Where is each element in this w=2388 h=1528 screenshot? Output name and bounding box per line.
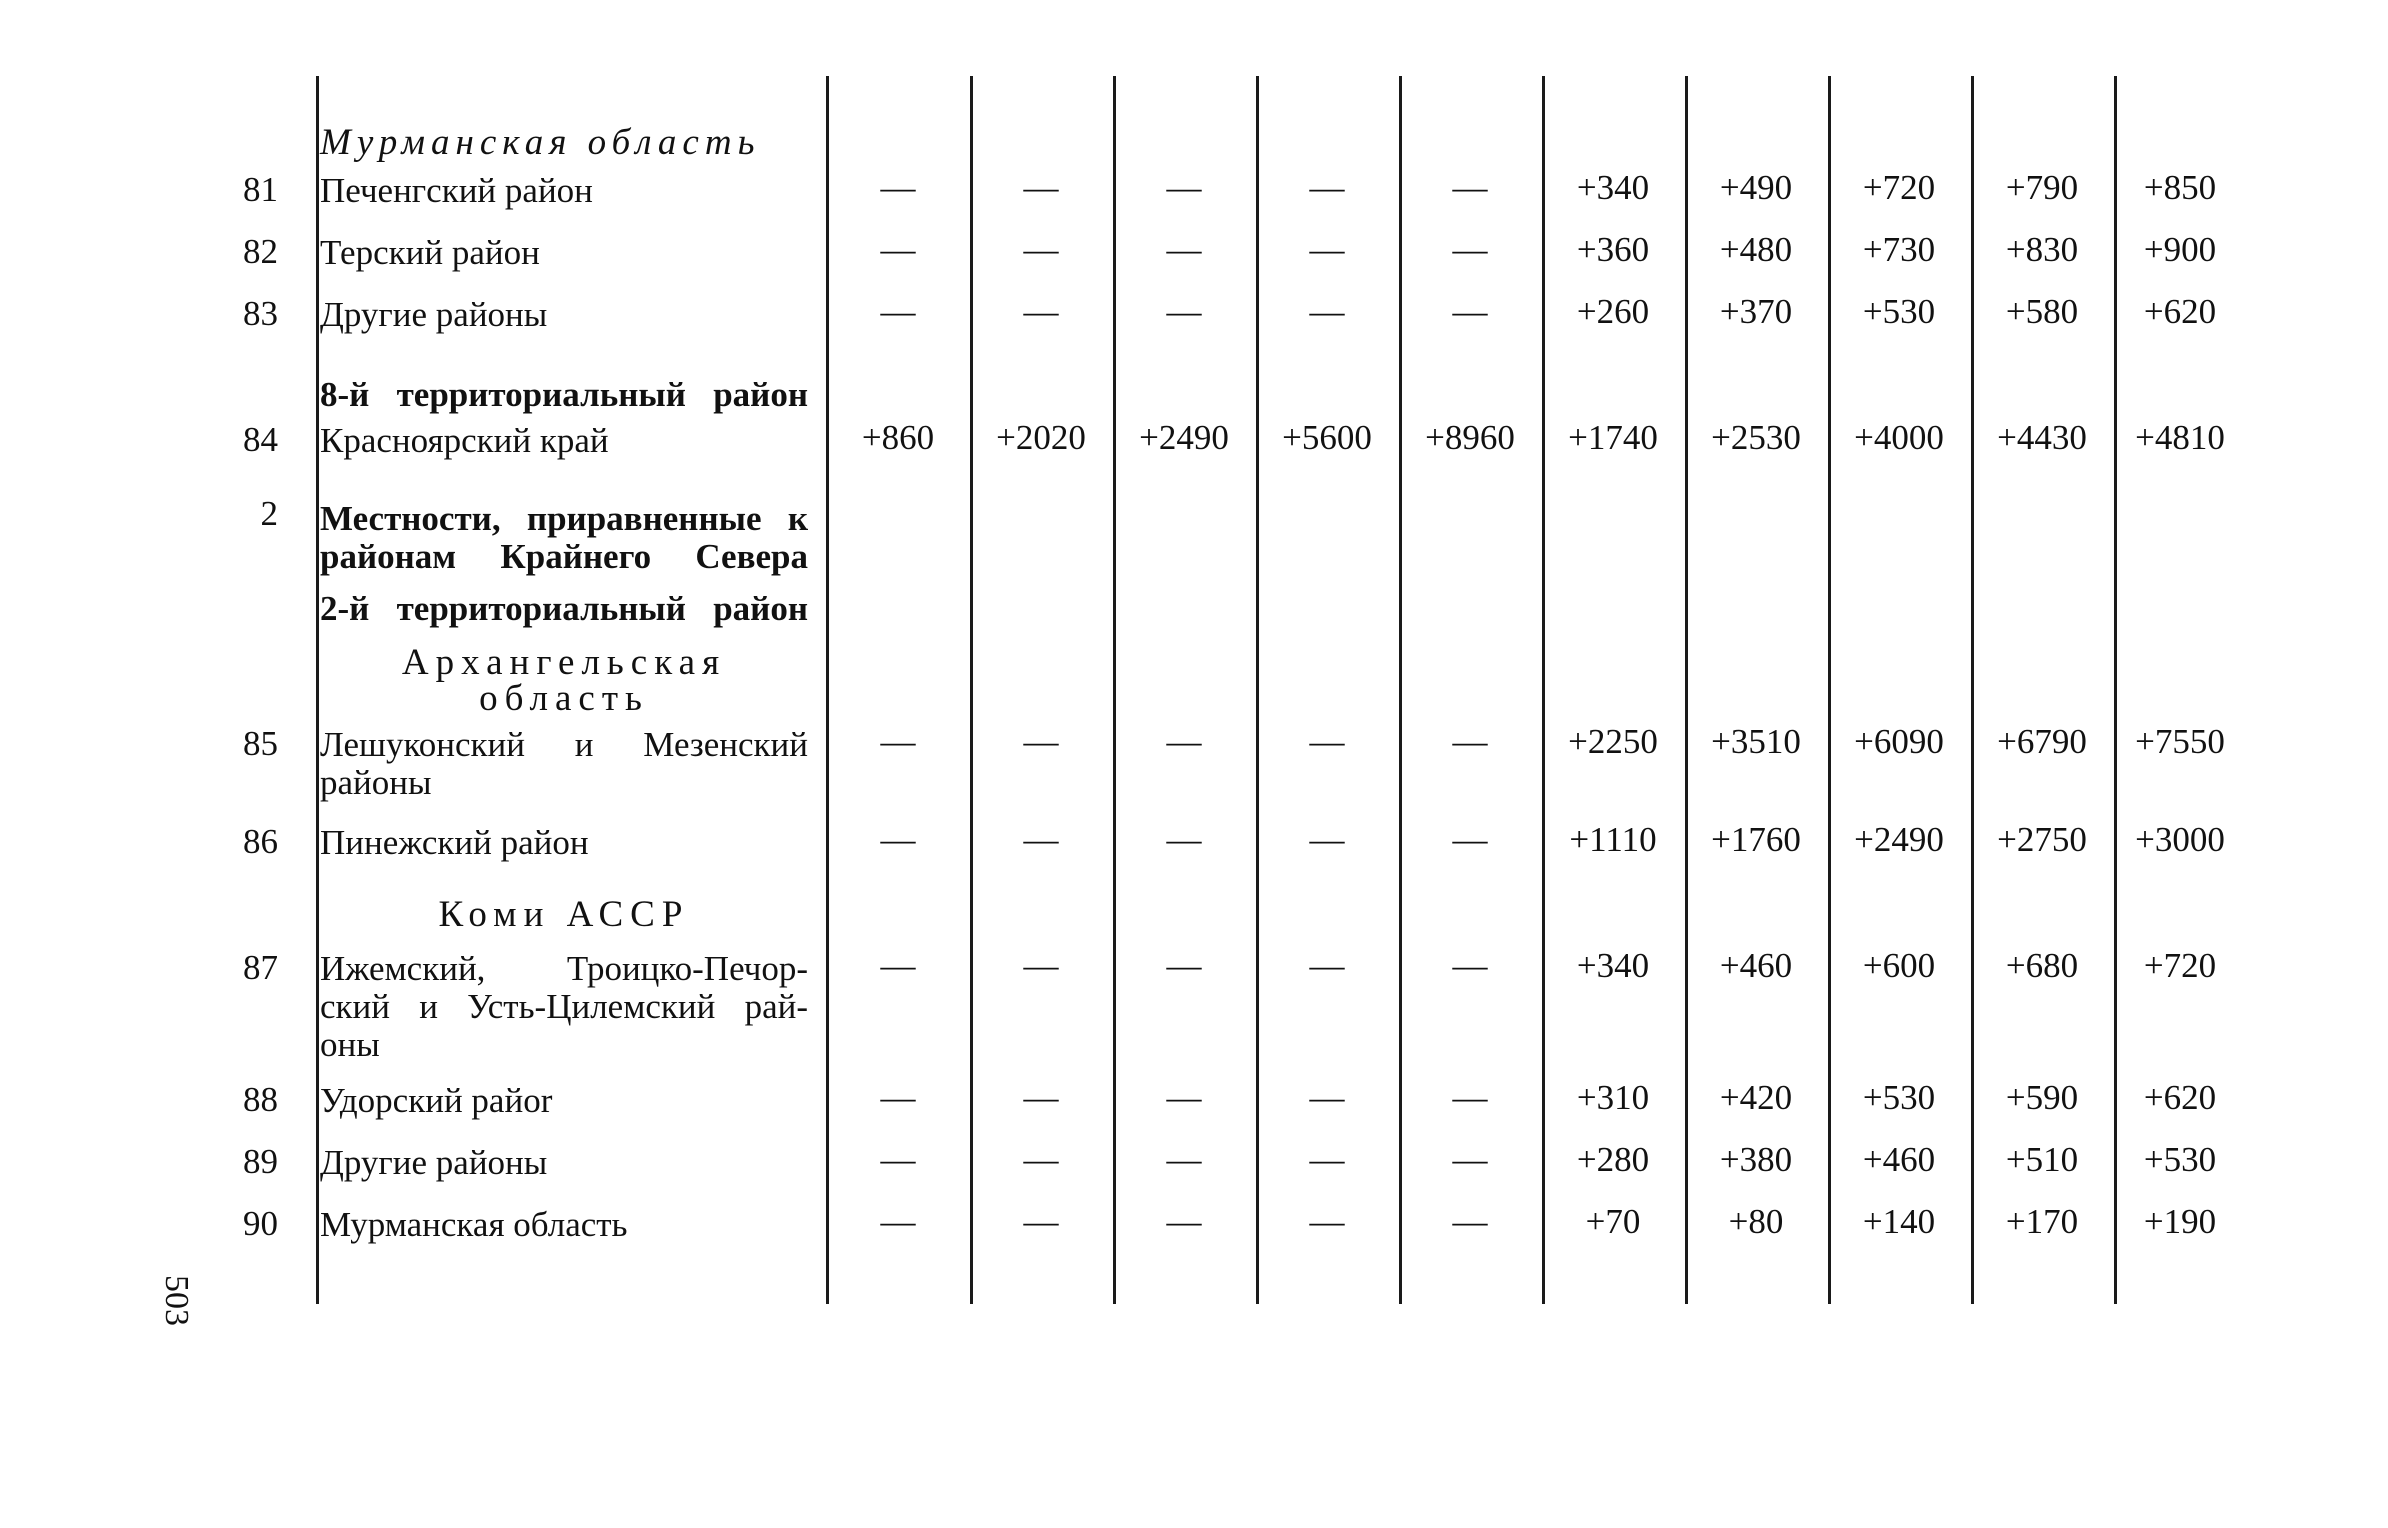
value-cell: — (1452, 292, 1488, 331)
row-number: 86 (243, 822, 278, 861)
value-cell: +260 (1576, 292, 1650, 331)
row-number: 89 (243, 1142, 278, 1181)
value-cell: +3510 (1711, 722, 1801, 761)
value-cell: +3000 (2135, 820, 2225, 859)
value-cell: — (880, 168, 916, 207)
row-number: 88 (243, 1080, 278, 1119)
value-cell: +6090 (1854, 722, 1944, 761)
value-cell: — (880, 1078, 916, 1117)
row-number: 81 (243, 170, 278, 209)
value-cell: +590 (2005, 1078, 2079, 1117)
value-cell: +720 (2143, 946, 2217, 985)
row-name: ский и Усть-Цилемский рай- (320, 987, 808, 1026)
group-number: 2 (260, 494, 278, 533)
value-cell: +340 (1576, 168, 1650, 207)
value-cell: — (1166, 1202, 1202, 1241)
value-cell: +2750 (1997, 820, 2087, 859)
row-number: 85 (243, 724, 278, 763)
row-number: 87 (243, 948, 278, 987)
value-cell: +680 (2005, 946, 2079, 985)
value-cell: — (1309, 1078, 1345, 1117)
row-number: 84 (243, 420, 278, 459)
value-cell: +140 (1862, 1202, 1936, 1241)
value-cell: +2530 (1711, 418, 1801, 457)
value-cell: +360 (1576, 230, 1650, 269)
territorial-heading: 2-й территориальный район (320, 589, 808, 628)
value-cell: — (1309, 1140, 1345, 1179)
value-cell: — (1166, 230, 1202, 269)
value-cell: +340 (1576, 946, 1650, 985)
value-cell: +2490 (1854, 820, 1944, 859)
value-cell: +420 (1719, 1078, 1793, 1117)
value-cell: +2250 (1568, 722, 1658, 761)
value-cell: +2490 (1139, 418, 1229, 457)
value-cell: +460 (1719, 946, 1793, 985)
region-heading: Мурманская область (320, 122, 761, 163)
value-cell: +370 (1719, 292, 1793, 331)
value-cell: +4810 (2135, 418, 2225, 457)
row-number: 83 (243, 294, 278, 333)
value-cell: +530 (1862, 1078, 1936, 1117)
value-cell: +620 (2143, 292, 2217, 331)
column-rule (316, 76, 319, 1304)
value-cell: — (1023, 1078, 1059, 1117)
value-cell: — (1452, 820, 1488, 859)
value-cell: +900 (2143, 230, 2217, 269)
value-cell: — (1309, 1202, 1345, 1241)
value-cell: — (1309, 292, 1345, 331)
value-cell: +70 (1585, 1202, 1641, 1241)
value-cell: — (1452, 1202, 1488, 1241)
value-cell: +790 (2005, 168, 2079, 207)
value-cell: +460 (1862, 1140, 1936, 1179)
group-heading-line: районам Крайнего Севера (320, 537, 808, 576)
value-cell: +730 (1862, 230, 1936, 269)
value-cell: +1110 (1569, 820, 1657, 859)
value-cell: — (1452, 722, 1488, 761)
value-cell: +6790 (1997, 722, 2087, 761)
value-cell: +620 (2143, 1078, 2217, 1117)
value-cell: — (1166, 292, 1202, 331)
value-cell: — (1023, 1140, 1059, 1179)
row-name: Лешуконский и Мезенский (320, 725, 808, 764)
value-cell: +720 (1862, 168, 1936, 207)
value-cell: — (880, 1140, 916, 1179)
value-cell: — (1309, 722, 1345, 761)
value-cell: — (880, 1202, 916, 1241)
value-cell: — (1309, 230, 1345, 269)
value-cell: +530 (2143, 1140, 2217, 1179)
value-cell: +5600 (1282, 418, 1372, 457)
value-cell: +1760 (1711, 820, 1801, 859)
value-cell: +860 (861, 418, 935, 457)
row-name: Удорский райоr (320, 1081, 553, 1120)
value-cell: — (1309, 820, 1345, 859)
value-cell: +510 (2005, 1140, 2079, 1179)
value-cell: +8960 (1425, 418, 1515, 457)
value-cell: +80 (1728, 1202, 1784, 1241)
value-cell: — (1023, 722, 1059, 761)
value-cell: — (1166, 1078, 1202, 1117)
value-cell: — (1023, 292, 1059, 331)
row-name: Другие районы (320, 295, 548, 334)
value-cell: — (1023, 168, 1059, 207)
row-number: 82 (243, 232, 278, 271)
group-heading-line: Местности, приравненные к (320, 499, 808, 538)
value-cell: — (1309, 168, 1345, 207)
value-cell: — (880, 722, 916, 761)
value-cell: — (1309, 946, 1345, 985)
value-cell: — (1023, 946, 1059, 985)
value-cell: — (1452, 1078, 1488, 1117)
value-cell: — (880, 230, 916, 269)
row-number: 90 (243, 1204, 278, 1243)
row-name: Печенгский район (320, 171, 593, 210)
row-name: Красноярский край (320, 421, 609, 460)
value-cell: +380 (1719, 1140, 1793, 1179)
value-cell: — (1023, 230, 1059, 269)
value-cell: +280 (1576, 1140, 1650, 1179)
value-cell: +850 (2143, 168, 2217, 207)
value-cell: +490 (1719, 168, 1793, 207)
value-cell: — (1166, 820, 1202, 859)
value-cell: +310 (1576, 1078, 1650, 1117)
value-cell: +7550 (2135, 722, 2225, 761)
region-heading: область (479, 678, 649, 719)
region-heading: Архангельская (401, 642, 727, 683)
value-cell: +1740 (1568, 418, 1658, 457)
value-cell: — (880, 292, 916, 331)
value-cell: +2020 (996, 418, 1086, 457)
row-name: районы (320, 763, 432, 802)
value-cell: — (1023, 820, 1059, 859)
value-cell: — (1452, 230, 1488, 269)
row-name: Другие районы (320, 1143, 548, 1182)
territorial-heading: 8-й территориальный район (320, 375, 808, 414)
value-cell: +830 (2005, 230, 2079, 269)
page-number: 503 (158, 1275, 195, 1326)
value-cell: — (1166, 722, 1202, 761)
value-cell: — (1023, 1202, 1059, 1241)
value-cell: +600 (1862, 946, 1936, 985)
value-cell: +4430 (1997, 418, 2087, 457)
row-name: Ижемский, Троицко-Печор- (320, 949, 808, 988)
value-cell: +190 (2143, 1202, 2217, 1241)
region-heading: Коми АССР (438, 894, 690, 935)
value-cell: — (1166, 946, 1202, 985)
value-cell: +480 (1719, 230, 1793, 269)
value-cell: — (1452, 946, 1488, 985)
value-cell: +4000 (1854, 418, 1944, 457)
value-cell: — (1452, 1140, 1488, 1179)
value-cell: +530 (1862, 292, 1936, 331)
value-cell: +170 (2005, 1202, 2079, 1241)
value-cell: — (1166, 168, 1202, 207)
value-cell: — (880, 946, 916, 985)
row-name: Мурманская область (320, 1205, 628, 1244)
value-cell: — (1166, 1140, 1202, 1179)
row-name: Пинежский район (320, 823, 589, 862)
value-cell: — (880, 820, 916, 859)
value-cell: +580 (2005, 292, 2079, 331)
row-name: Терский район (320, 233, 540, 272)
row-name: оны (320, 1025, 380, 1064)
value-cell: — (1452, 168, 1488, 207)
